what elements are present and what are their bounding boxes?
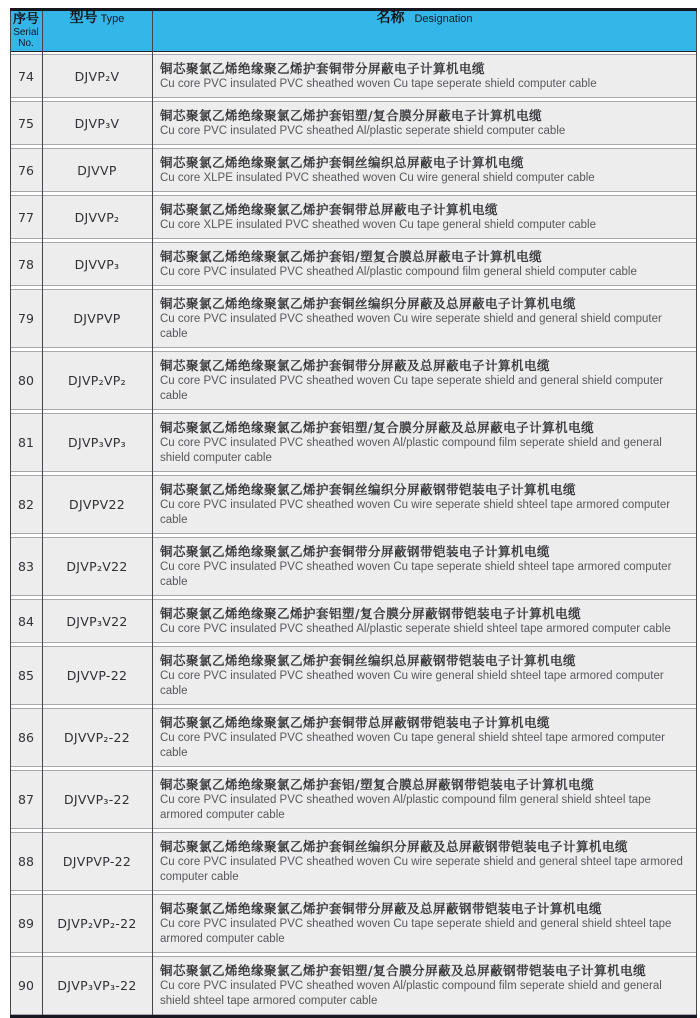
designation-english: Cu core XLPE insulated PVC sheathed woven Cu wire general shield computer cable [160, 172, 595, 184]
serial-number: 80 [18, 373, 34, 388]
serial-number: 89 [18, 916, 34, 931]
table-row [10, 54, 697, 98]
designation-chinese: 铜芯聚氯乙烯绝缘聚氯乙烯护套铜带分屏蔽及总屏蔽电子计算机电缆 [160, 358, 551, 373]
designation-chinese: 铜芯聚氯乙烯绝缘聚氯乙烯护套铜带分屏蔽及总屏蔽钢带铠装电子计算机电缆 [160, 901, 603, 916]
serial-number: 74 [18, 68, 34, 84]
type-code: DJVVP₃-22 [63, 792, 131, 807]
table-row [10, 832, 697, 891]
designation-cell [152, 709, 697, 766]
type-code: DJVP₃VP₃-22 [57, 978, 137, 993]
type-code-cell [42, 373, 152, 388]
table-row [10, 413, 697, 472]
type-code: DJVVP₂ [74, 209, 120, 225]
designation-cell [152, 149, 697, 191]
type-code-cell [42, 792, 152, 807]
designation-cell [152, 352, 697, 409]
table-row [10, 195, 697, 239]
designation-cell [152, 414, 697, 471]
designation-cell [152, 476, 697, 533]
serial-number-cell [10, 373, 42, 388]
type-code-cell [42, 559, 152, 574]
type-code: DJVVP-22 [66, 668, 128, 683]
type-code: DJVP₃VP₃ [68, 435, 126, 450]
type-code: DJVP₂VP₂-22 [57, 916, 137, 931]
designation-english: Cu core PVC insulated PVC sheathed woven Cu tape general shield shteel tape armored computer cable [160, 732, 666, 759]
table-row [10, 770, 697, 829]
designation-cell [152, 538, 697, 595]
designation-chinese: 铜芯聚氯乙烯绝缘聚乙烯护套铜带分屏蔽电子计算机电缆 [160, 61, 486, 76]
type-code-cell [42, 210, 152, 225]
serial-number: 82 [18, 497, 34, 512]
table-row [10, 894, 697, 953]
table-row [10, 242, 697, 286]
type-code: DJVP₂VP₂ [68, 373, 126, 388]
type-code-cell [42, 916, 152, 931]
designation-english: Cu core PVC insulated PVC sheathed woven Cu wire seperate shield and general shield computer cable [160, 313, 662, 340]
type-code: DJVVP₃ [74, 256, 120, 272]
designation-chinese: 铜芯聚氯乙烯绝缘聚氯乙烯护套铜丝编织总屏蔽钢带铠装电子计算机电缆 [160, 653, 577, 668]
designation-english: Cu core PVC insulated PVC sheathed woven Al/plastic compound film general shield shteel tape armored computer cable [160, 794, 651, 821]
designation-chinese: 铜芯聚氯乙烯绝缘聚氯乙烯护套铜带总屏蔽电子计算机电缆 [160, 202, 499, 217]
type-code: DJVPV22 [69, 497, 125, 512]
designation-cell [152, 771, 697, 828]
designation-english: Cu core XLPE insulated PVC sheathed woven Cu tape general shield computer cable [160, 219, 596, 231]
type-code-cell [42, 614, 152, 629]
designation-chinese: 铜芯聚氯乙烯绝缘聚氯乙烯护套铜带分屏蔽钢带铠装电子计算机电缆 [160, 544, 551, 559]
serial-number: 81 [18, 435, 34, 450]
designation-chinese: 铜芯聚氯乙烯绝缘聚氯乙烯护套铜丝编织分屏蔽及总屏蔽电子计算机电缆 [160, 296, 577, 311]
serial-number: 85 [18, 668, 34, 683]
designation-chinese: 铜芯聚氯乙烯绝缘聚氯乙烯护套铝/塑复合膜总屏蔽钢带铠装电子计算机电缆 [160, 777, 595, 792]
designation-english: Cu core PVC insulated PVC sheathed woven Cu wire general shield shteel tape armored computer cable [160, 670, 664, 697]
type-code: DJVP₂V22 [66, 559, 128, 574]
header-designation-zh: 名称 [376, 10, 405, 26]
serial-number: 84 [18, 613, 34, 629]
serial-number-cell [10, 978, 42, 993]
table-row [10, 599, 697, 643]
designation-chinese: 铜芯聚氯乙烯绝缘聚氯乙烯护套铝/塑复合膜总屏蔽电子计算机电缆 [160, 249, 543, 264]
serial-number-cell [10, 257, 42, 272]
serial-number: 88 [18, 854, 34, 869]
designation-cell [152, 55, 697, 97]
serial-number-cell [10, 854, 42, 869]
table-row [10, 646, 697, 705]
serial-number-cell [10, 668, 42, 683]
designation-chinese: 铜芯聚氯乙烯绝缘聚氯乙烯护套铝塑/复合膜分屏蔽电子计算机电缆 [160, 108, 543, 123]
serial-number: 75 [18, 115, 34, 131]
type-code-cell [42, 69, 152, 84]
designation-cell [152, 957, 697, 1014]
table-body [10, 54, 697, 1015]
header-serial-en2: No. [18, 38, 34, 49]
designation-chinese: 铜芯聚氯乙烯绝缘聚氯乙烯护套铝塑/复合膜分屏蔽及总屏蔽钢带铠装电子计算机电缆 [160, 963, 647, 978]
table-row [10, 537, 697, 596]
type-code-cell [42, 163, 152, 178]
type-code: DJVPVP [73, 311, 121, 326]
designation-cell [152, 196, 697, 238]
table-row [10, 101, 697, 145]
serial-number: 90 [18, 978, 34, 993]
serial-number-cell [10, 497, 42, 512]
type-code-cell [42, 668, 152, 683]
designation-english: Cu core PVC insulated PVC sheathed woven Al/plastic compound film seperate shield and general shield computer cable [160, 437, 662, 464]
table-header [10, 11, 697, 52]
serial-number-cell [10, 163, 42, 178]
serial-number-cell [10, 614, 42, 629]
designation-chinese: 铜芯聚氯乙烯绝缘聚氯乙烯护套铜丝编织分屏蔽及总屏蔽钢带铠装电子计算机电缆 [160, 839, 629, 854]
table-left-border [10, 11, 11, 1015]
type-code-cell [42, 730, 152, 745]
designation-chinese: 铜芯聚氯乙烯绝缘聚氯乙烯护套铝塑/复合膜分屏蔽及总屏蔽电子计算机电缆 [160, 420, 595, 435]
header-type-en: Type [100, 13, 125, 25]
designation-english: Cu core PVC insulated PVC sheathed Al/plastic seperate shield shteel tape armored computer cable [160, 623, 671, 635]
table-row [10, 289, 697, 348]
type-code: DJVP₃V22 [66, 613, 128, 629]
designation-chinese: 铜芯聚氯乙烯绝缘聚氯乙烯护套铜丝编织分屏蔽钢带铠装电子计算机电缆 [160, 482, 577, 497]
designation-english: Cu core PVC insulated PVC sheathed woven Cu tape seperate shield and general shield shteel tape armored computer cable [160, 918, 672, 945]
table-right-border [696, 11, 697, 1015]
table-row [10, 351, 697, 410]
header-serial-no [10, 11, 42, 51]
serial-number-cell [10, 559, 42, 574]
column-divider-serial [42, 11, 43, 1015]
serial-number: 77 [18, 209, 34, 225]
serial-number: 87 [18, 792, 34, 807]
serial-number-cell [10, 210, 42, 225]
designation-cell [152, 647, 697, 704]
designation-chinese: 铜芯聚氯乙烯绝缘聚氯乙烯护套铜带总屏蔽钢带铠装电子计算机电缆 [160, 715, 551, 730]
serial-number: 83 [18, 559, 34, 574]
type-code: DJVP₂V [74, 68, 120, 84]
header-serial-zh: 序号 [12, 12, 39, 27]
table-row [10, 148, 697, 192]
cable-spec-table [10, 8, 697, 1018]
designation-english: Cu core PVC insulated PVC sheathed woven Cu wire seperate shield and general shteel tape armored computer cable [160, 856, 683, 883]
designation-english: Cu core PVC insulated PVC sheathed woven Cu tape seperate shield shteel tape armored computer cable [160, 561, 672, 588]
serial-number-cell [10, 435, 42, 450]
type-code-cell [42, 497, 152, 512]
type-code: DJVP₃V [74, 115, 120, 131]
serial-number: 79 [18, 311, 34, 326]
type-code-cell [42, 978, 152, 993]
type-code-cell [42, 854, 152, 869]
header-serial-en1: Serial [13, 27, 39, 38]
table-row [10, 956, 697, 1015]
type-code-cell [42, 257, 152, 272]
table-row [10, 708, 697, 767]
type-code-cell [42, 311, 152, 326]
designation-chinese: 铜芯聚氯乙烯绝缘聚乙烯护套铝塑/复合膜分屏蔽钢带铠装电子计算机电缆 [160, 606, 582, 621]
serial-number: 78 [18, 256, 34, 272]
designation-english: Cu core PVC insulated PVC sheathed woven Cu tape seperate shield and general shield computer cable [160, 375, 664, 402]
designation-english: Cu core PVC insulated PVC sheathed Al/plastic seperate shield computer cable [160, 125, 566, 137]
serial-number-cell [10, 311, 42, 326]
designation-english: Cu core PVC insulated PVC sheathed woven Cu wire seperate shield shteel tape armored computer cable [160, 499, 671, 526]
designation-cell [152, 600, 697, 642]
header-designation [152, 11, 697, 51]
designation-cell [152, 290, 697, 347]
type-code: DJVPVP-22 [62, 854, 132, 869]
serial-number-cell [10, 792, 42, 807]
serial-number: 76 [18, 162, 34, 178]
serial-number-cell [10, 69, 42, 84]
designation-chinese: 铜芯聚氯乙烯绝缘聚氯乙烯护套铜丝编织总屏蔽电子计算机电缆 [160, 155, 525, 170]
designation-cell [152, 895, 697, 952]
table-row [10, 475, 697, 534]
type-code-cell [42, 116, 152, 131]
designation-english: Cu core PVC insulated PVC sheathed Al/plastic compound film general shield computer cable [160, 266, 637, 278]
type-code: DJVVP₂-22 [63, 730, 131, 745]
type-code: DJVVP [77, 162, 117, 178]
designation-cell [152, 833, 697, 890]
serial-number-cell [10, 730, 42, 745]
header-type [42, 11, 152, 51]
type-code-cell [42, 435, 152, 450]
serial-number-cell [10, 916, 42, 931]
serial-number-cell [10, 116, 42, 131]
header-designation-en: Designation [414, 13, 473, 25]
column-divider-type [152, 11, 153, 1015]
designation-english: Cu core PVC insulated PVC sheathed woven Cu tape seperate shield computer cable [160, 78, 597, 90]
header-type-zh: 型号 [69, 10, 98, 26]
designation-cell [152, 243, 697, 285]
designation-english: Cu core PVC insulated PVC sheathed woven Al/plastic compound film seperate shield and general shield shteel tape armored computer cable [160, 980, 662, 1007]
designation-cell [152, 102, 697, 144]
serial-number: 86 [18, 730, 34, 745]
